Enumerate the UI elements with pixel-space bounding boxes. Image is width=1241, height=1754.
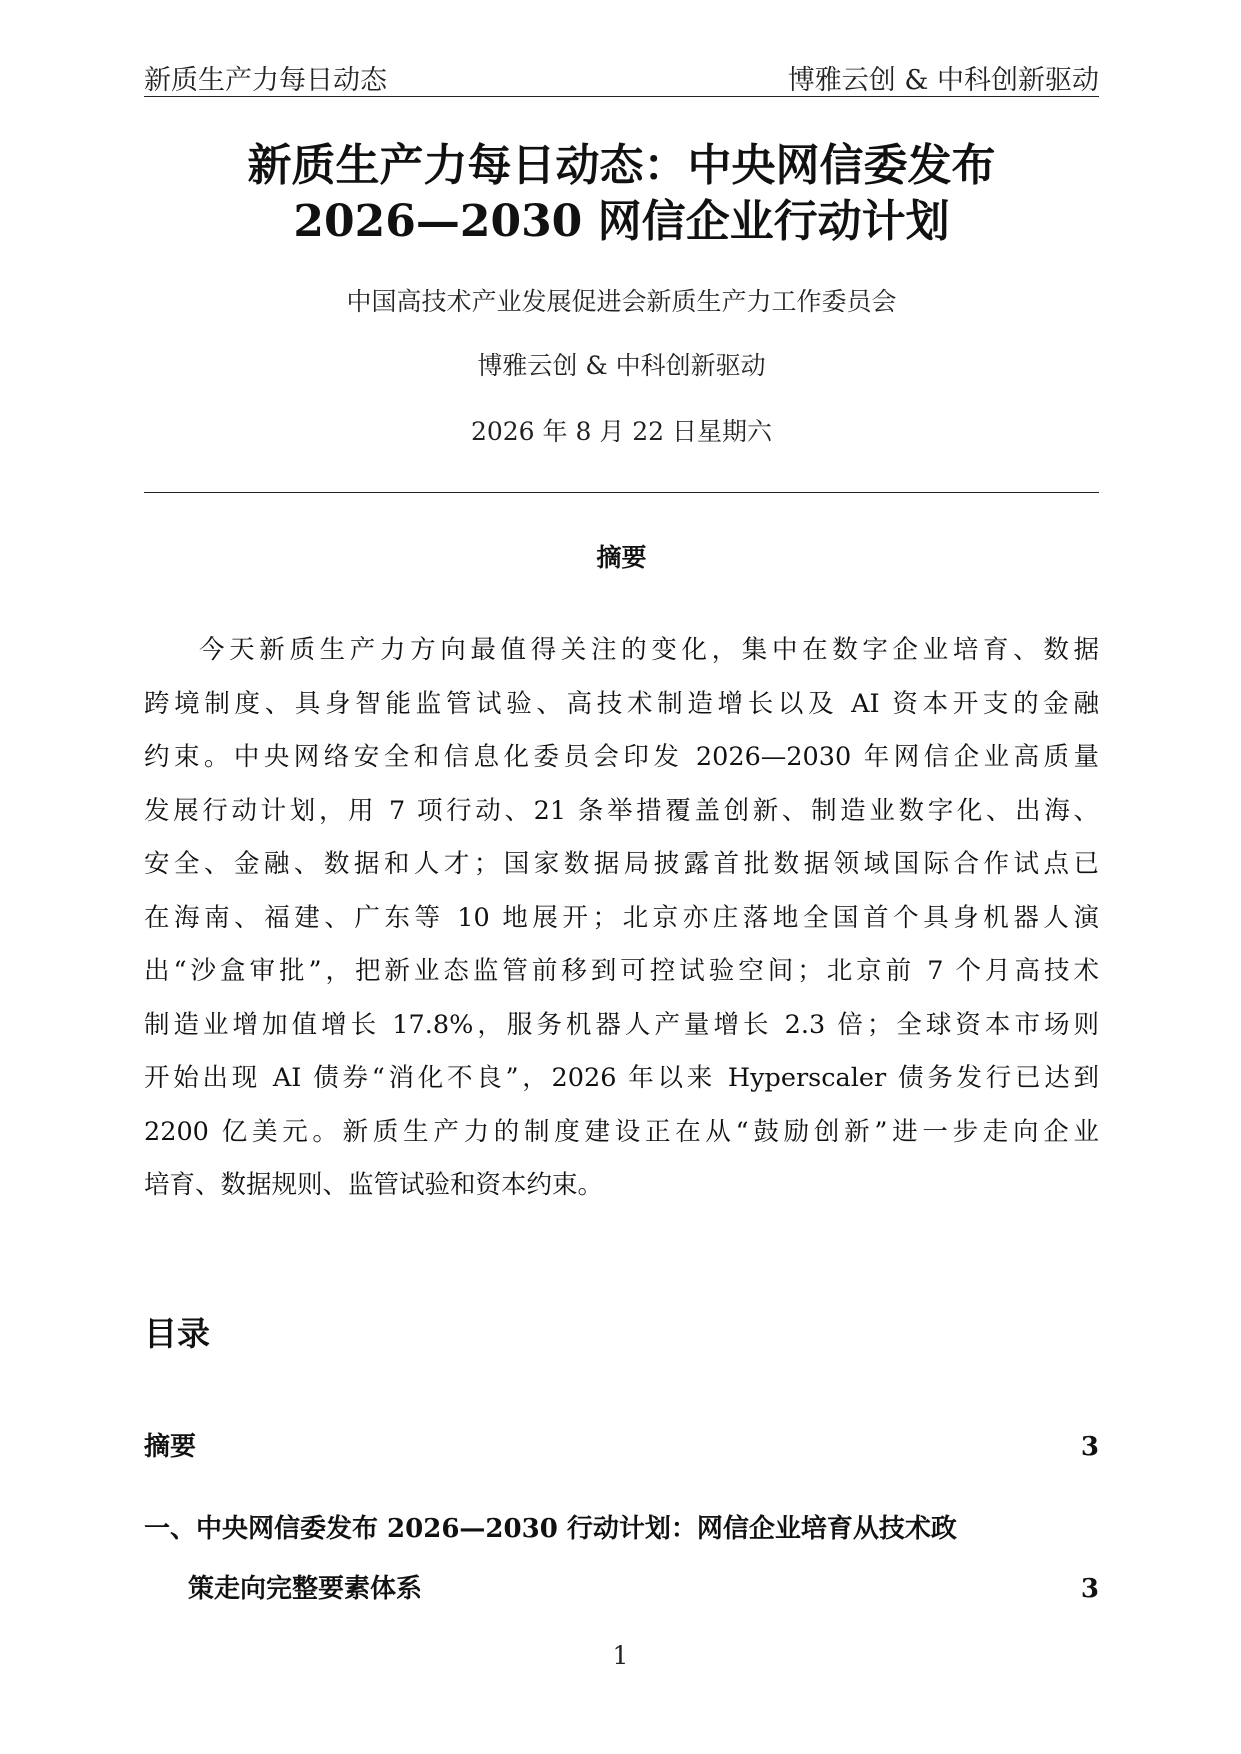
abstract-heading: 摘要 [596, 543, 647, 572]
running-header-right: 博雅云创 & 中科创新驱动 [787, 65, 1099, 96]
document-title [144, 138, 1099, 250]
abstract-line: 出“沙盒审批”，把新业态监管前移到可控试验空间；北京前 7 个月高技术 [144, 956, 1099, 986]
page-number: 1 [612, 1641, 629, 1670]
abstract-line: 今天新质生产力方向最值得关注的变化，集中在数字企业培育、数据 [199, 635, 1099, 665]
toc-entry-abstract[interactable] [144, 1430, 1099, 1464]
document-title-line-2: 2026—2030 网信企业行动计划 [293, 196, 950, 247]
abstract-line: 安全、金融、数据和人才；国家数据局披露首批数据领域国际合作试点已 [144, 849, 1099, 879]
document-title-line-1: 新质生产力每日动态：中央网信委发布 [247, 140, 996, 191]
toc-entry-page-number: 3 [1080, 1574, 1099, 1604]
toc-entry-section-1[interactable] [144, 1512, 1099, 1606]
toc-entry-text: 摘要 [144, 1432, 197, 1462]
toc-entry-text: 一、中央网信委发布 2026—2030 行动计划：网信企业培育从技术政 [144, 1514, 957, 1544]
abstract-line: 跨境制度、具身智能监管试验、高技术制造增长以及 AI 资本开支的金融 [144, 688, 1099, 719]
abstract-line: 培育、数据规则、监管试验和资本约束。 [144, 1170, 604, 1200]
running-header-left: 新质生产力每日动态 [144, 65, 387, 96]
toc-entry-page-number: 3 [1080, 1432, 1099, 1462]
header-rule [144, 96, 1099, 97]
byline-author: 博雅云创 & 中科创新驱动 [477, 351, 766, 380]
abstract-line: 发展行动计划，用 7 项行动、21 条举措覆盖创新、制造业数字化、出海、 [144, 795, 1099, 826]
byline-organization: 中国高技术产业发展促进会新质生产力工作委员会 [346, 287, 897, 316]
title-rule [144, 492, 1099, 493]
abstract-line: 开始出现 AI 债券“消化不良”，2026 年以来 Hyperscaler 债务发行已达到 [144, 1063, 1099, 1093]
byline-date: 2026 年 8 月 22 日星期六 [470, 417, 773, 446]
toc-entry-text-continued: 策走向完整要素体系 [188, 1574, 423, 1604]
toc-heading: 目录 [144, 1314, 210, 1353]
abstract-line: 约束。中央网络安全和信息化委员会印发 2026—2030 年网信企业高质量 [144, 742, 1099, 772]
running-header [144, 58, 1099, 98]
abstract-line: 在海南、福建、广东等 10 地展开；北京亦庄落地全国首个具身机器人演 [144, 902, 1099, 933]
abstract-line: 制造业增加值增长 17.8%，服务机器人产量增长 2.3 倍；全球资本市场则 [144, 1009, 1099, 1040]
abstract-line: 2200 亿美元。新质生产力的制度建设正在从“鼓励创新”进一步走向企业 [144, 1116, 1099, 1147]
abstract-paragraph [144, 624, 1099, 1213]
